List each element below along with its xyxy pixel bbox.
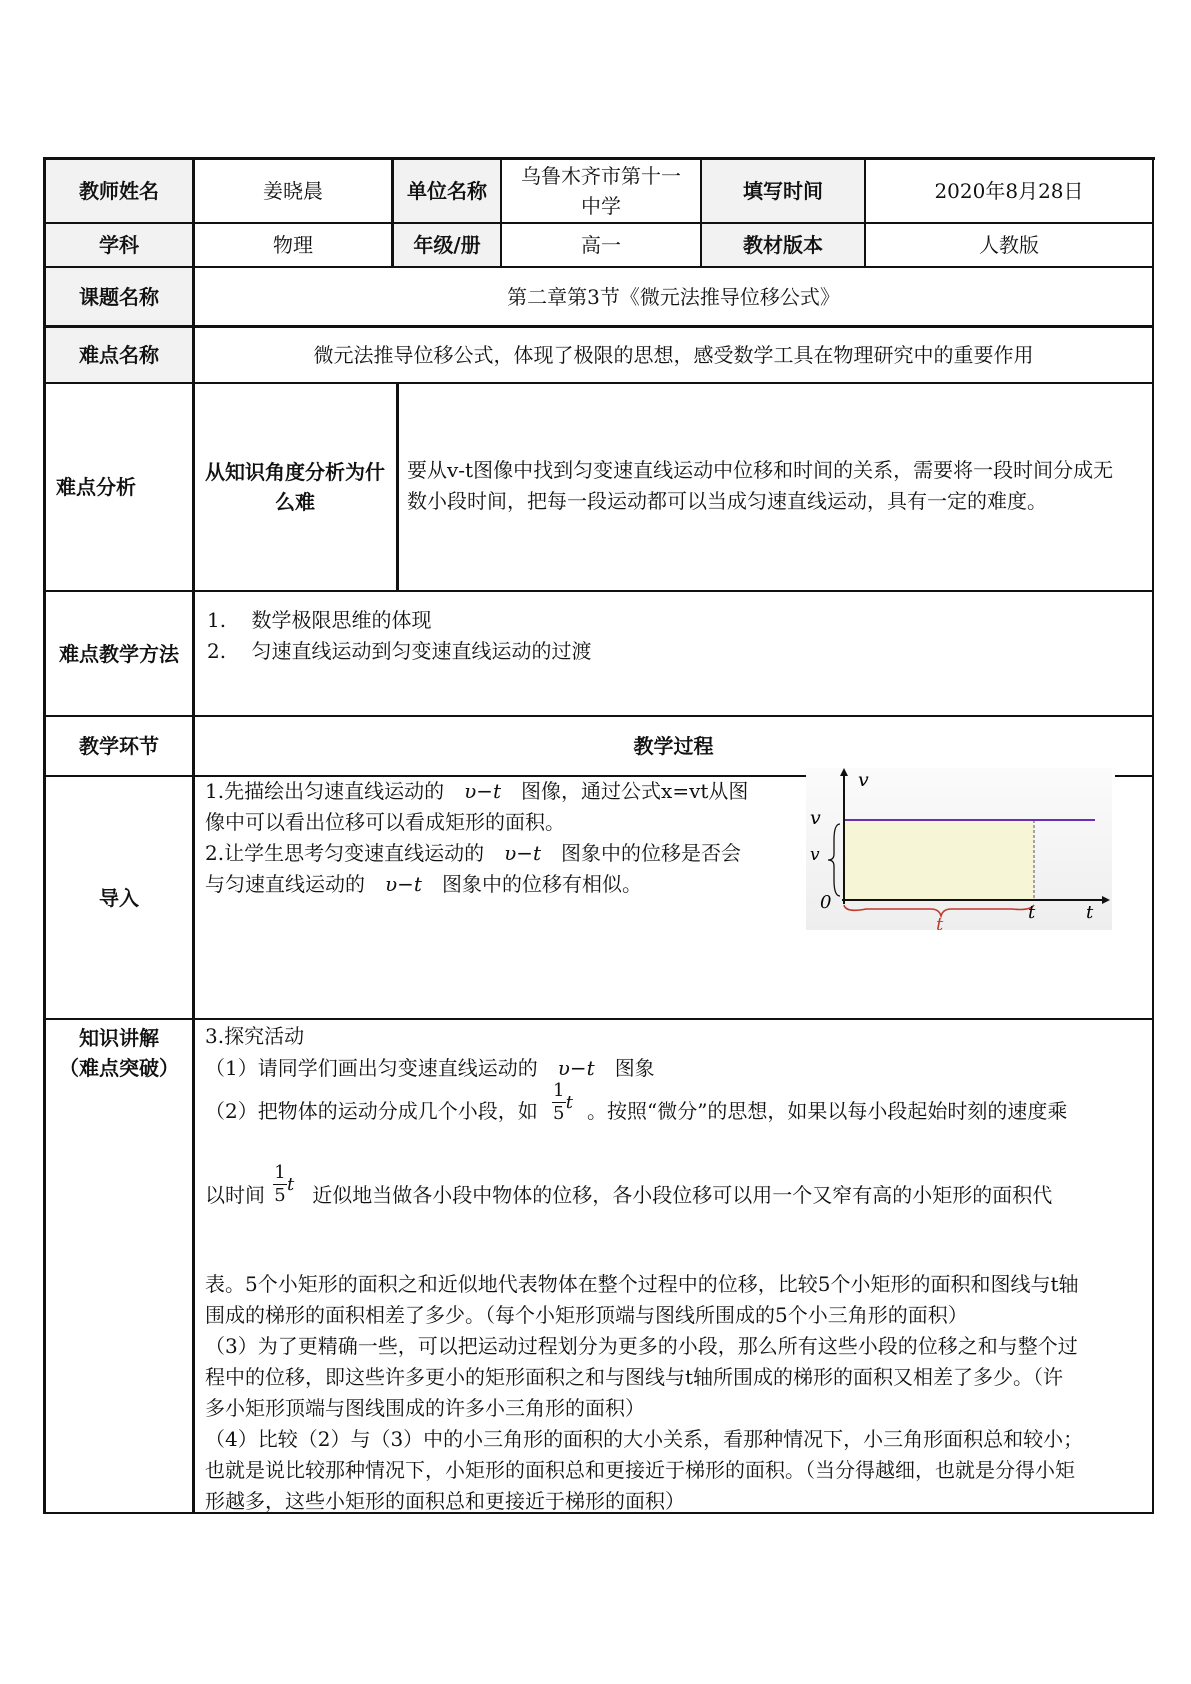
subject-label: 学科 — [99, 233, 139, 257]
process-step-header: 教学环节 — [79, 734, 159, 758]
unit-name: 乌鲁木齐市第十一中学 — [521, 164, 681, 218]
analysis-text: 要从v-t图像中找到匀变速直线运动中位移和时间的关系，需要将一段时间分成无数小段时间，把每一段运动都可以当成匀速直线运动，具有一定的难度。 — [407, 458, 1114, 513]
topic-title: 第二章第3节《微元法推导位移公式》 — [507, 284, 840, 309]
knowledge-line-2 — [205, 1053, 655, 1084]
fill-date: 2020年8月28日 — [934, 179, 1084, 203]
vt-graph — [806, 768, 1112, 930]
knowledge-line-10: （4）比较（2）与（3）中的小三角形的面积的大小关系，看那种情况下，小三角形面积总和较小； — [205, 1427, 1084, 1451]
teacher-name-label: 教师姓名 — [79, 179, 159, 203]
fraction-numerator: 1 — [274, 1162, 286, 1183]
edition: 人教版 — [979, 233, 1039, 257]
vt-symbol: υ−t — [557, 1056, 595, 1080]
knowledge-text-4a: 以时间 — [205, 1183, 265, 1207]
method-item-1: 1. 数学极限思维的体现 — [207, 608, 432, 632]
analysis-label: 难点分析 — [56, 475, 136, 499]
grade-label: 年级/册 — [413, 233, 481, 257]
fraction-numerator: 1 — [553, 1080, 565, 1101]
intro-text-2c: 与匀速直线运动的 — [205, 872, 365, 896]
edition-label: 教材版本 — [743, 233, 823, 257]
fraction-variable: t — [565, 1091, 573, 1113]
knowledge-text-2a: （1）请同学们画出匀变速直线运动的 — [205, 1056, 538, 1080]
origin-label: 0 — [820, 892, 832, 913]
grade: 高一 — [581, 233, 621, 257]
fraction-denominator: 5 — [274, 1185, 286, 1206]
vt-symbol: υ−t — [464, 779, 502, 803]
knowledge-label-line1: 知识讲解 — [79, 1026, 159, 1050]
vt-graph-svg — [806, 768, 1112, 930]
topic-label: 课题名称 — [79, 284, 159, 309]
knowledge-label — [46, 1022, 192, 1084]
difficulty-text: 微元法推导位移公式，体现了极限的思想，感受数学工具在物理研究中的重要作用 — [313, 343, 1034, 367]
difficulty-label: 难点名称 — [79, 343, 159, 367]
intro-line-2: 像中可以看出位移可以看成矩形的面积。 — [205, 810, 565, 834]
fraction-denominator: 5 — [553, 1103, 565, 1124]
knowledge-text-3a: （2）把物体的运动分成几个小段，如 — [205, 1099, 538, 1123]
fraction-one-fifth-t — [552, 1080, 573, 1125]
teacher-name: 姜晓晨 — [263, 179, 323, 203]
fraction-variable: t — [287, 1173, 295, 1195]
knowledge-line-12: 形越多，这些小矩形的面积总和更接近于梯形的面积） — [205, 1489, 685, 1513]
intro-text-2d: 图象中的位移有相似。 — [441, 872, 642, 896]
fraction-one-fifth-t — [273, 1162, 294, 1207]
intro-text-1a: 1.先描绘出匀速直线运动的 — [205, 779, 445, 803]
displacement-area — [844, 820, 1034, 900]
intro-line-3 — [205, 838, 741, 869]
knowledge-text-3b: 。按照“微分”的思想，如果以每小段起始时刻的速度乘 — [586, 1099, 1068, 1123]
knowledge-line-3 — [205, 1080, 1150, 1127]
v-value-label: v — [810, 807, 821, 829]
knowledge-label-line2: （难点突破） — [59, 1056, 179, 1080]
subject: 物理 — [273, 233, 313, 257]
knowledge-line-5: 表。5个小矩形的面积之和近似地代表物体在整个过程中的位移，比较5个小矩形的面积和图线与t轴 — [205, 1272, 1079, 1296]
knowledge-line-8: 程中的位移，即这些许多更小的矩形面积之和与图线与t轴所围成的梯形的面积又相差了多少。（许 — [205, 1365, 1064, 1389]
knowledge-line-4 — [205, 1162, 1150, 1211]
knowledge-line-7: （3）为了更精确一些，可以把运动过程划分为更多的小段，那么所有这些小段的位移之和与整个过 — [205, 1334, 1078, 1358]
vt-symbol: υ−t — [385, 872, 422, 896]
method-item-2: 2. 匀速直线运动到匀变速直线运动的过渡 — [207, 639, 592, 663]
knowledge-line-6: 围成的梯形的面积相差了多少。（每个小矩形顶端与图线所围成的5个小三角形的面积） — [205, 1303, 968, 1327]
intro-text-2b: 图象中的位移是否会 — [561, 841, 742, 865]
intro-text-2a: 2.让学生思考匀变速直线运动的 — [205, 841, 485, 865]
knowledge-line-1: 3.探究活动 — [205, 1024, 305, 1048]
unit-name-label: 单位名称 — [407, 179, 487, 203]
axis-t-label: t — [1086, 902, 1094, 923]
intro-line-4 — [205, 869, 642, 900]
knowledge-line-11: 也就是说比较那种情况下，小矩形的面积总和更接近于梯形的面积。（当分得越细，也就是分得小矩 — [205, 1458, 1075, 1482]
v-brace-label: v — [810, 845, 820, 865]
analysis-sub-label: 从知识角度分析为什么难 — [205, 460, 385, 514]
method-label: 难点教学方法 — [59, 641, 179, 666]
t-red-label: t — [936, 914, 944, 930]
fill-date-label: 填写时间 — [743, 179, 823, 203]
intro-text-1b: 图像，通过公式x=vt从图 — [521, 779, 749, 803]
intro-label: 导入 — [99, 885, 139, 910]
knowledge-text-2b: 图象 — [614, 1056, 655, 1080]
axis-v-label: v — [858, 769, 869, 791]
knowledge-text-4b: 近似地当做各小段中物体的位移，各小段位移可以用一个又窄有高的小矩形的面积代 — [312, 1183, 1053, 1207]
intro-line-1 — [205, 776, 748, 807]
vt-symbol: υ−t — [504, 841, 542, 865]
knowledge-line-9: 多小矩形顶端与图线围成的许多小三角形的面积） — [205, 1396, 645, 1420]
t-end-label: t — [1028, 902, 1036, 923]
process-header: 教学过程 — [633, 734, 714, 758]
